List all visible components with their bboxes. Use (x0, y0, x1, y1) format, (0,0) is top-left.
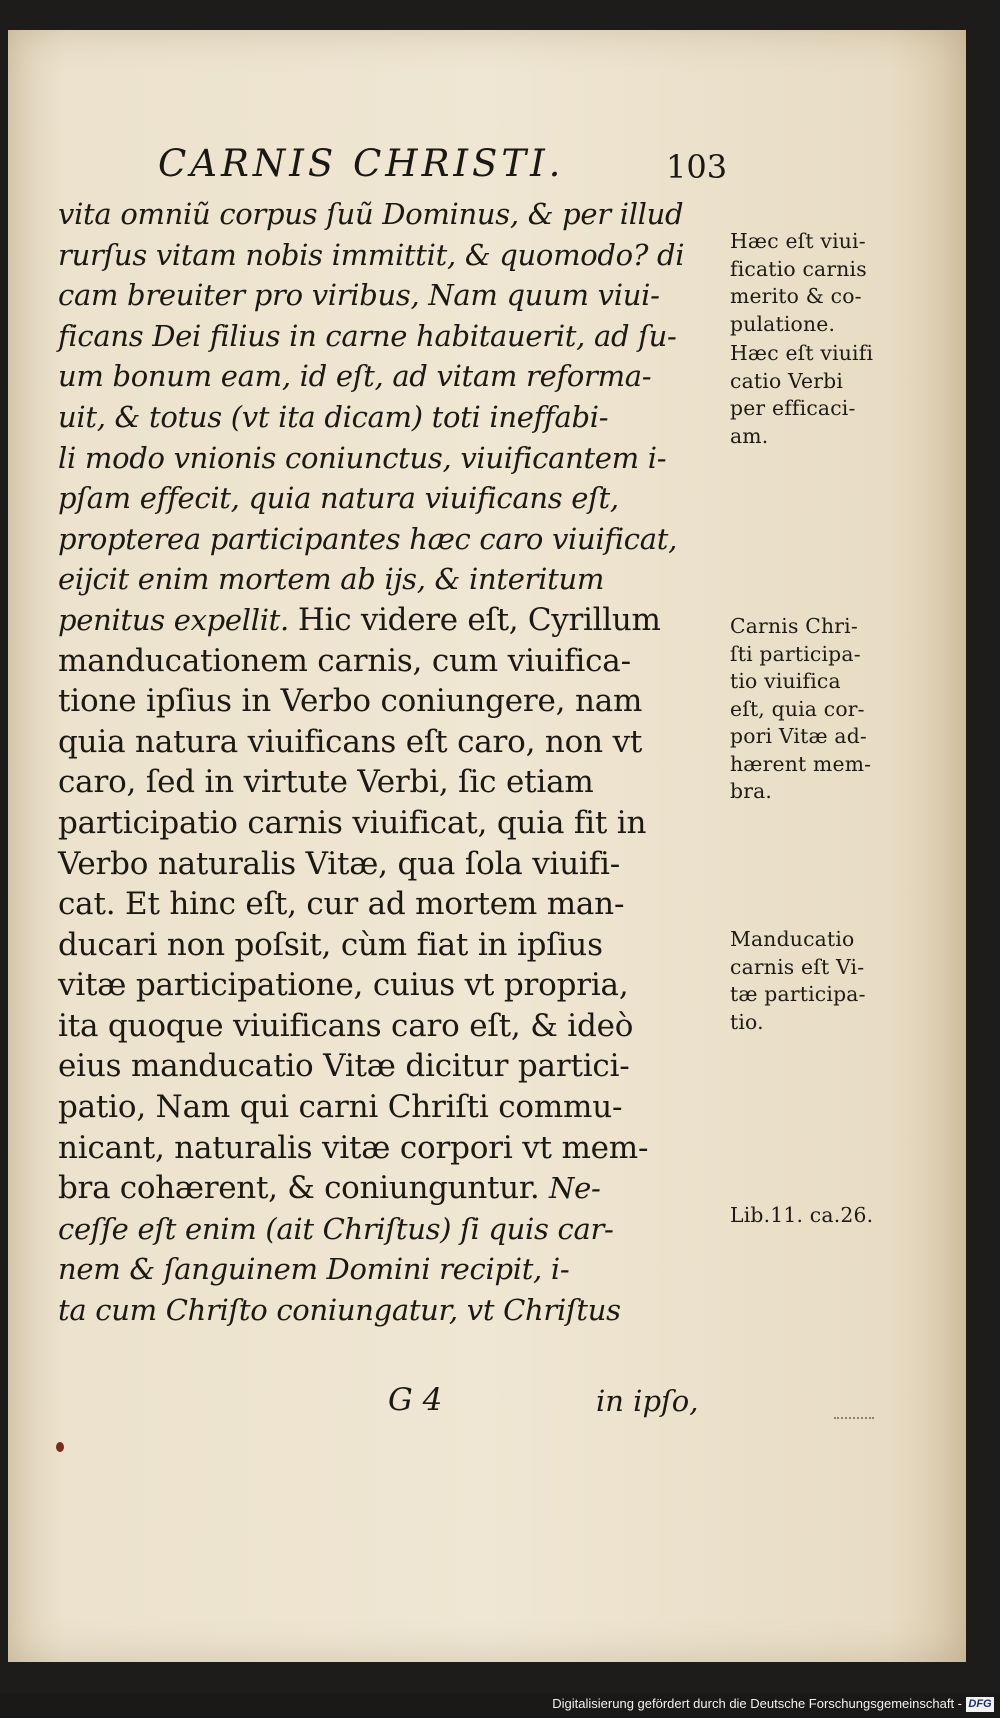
funding-note: Digitalisierung gefördert durch die Deutsche Forschungsgemeinschaft - (552, 1696, 962, 1711)
text-segment: ita quoque viuificans caro eſt, & ideò (58, 1007, 634, 1044)
text-segment: um bonum eam, id eſt, ad vitam reforma- (58, 359, 652, 394)
text-line (58, 1006, 738, 1047)
text-segment: penitus expellit. (58, 602, 298, 637)
dfg-logo: DFG (966, 1697, 994, 1712)
marginal-note-line: Lib.11. ca.26. (730, 1203, 874, 1227)
text-line (58, 397, 738, 438)
text-line (58, 803, 738, 844)
running-head: CARNIS CHRISTI. (158, 142, 565, 185)
text-line (58, 478, 738, 519)
marginal-note-line: tio. (730, 1009, 764, 1034)
text-line (58, 1209, 738, 1250)
ink-blot (56, 1442, 64, 1452)
text-segment: cat. Et hinc eſt, cur ad mortem man- (58, 886, 625, 923)
text-segment: vita omniũ corpus ſuũ Dominus, & per illud (58, 197, 684, 231)
marginal-note-line: merito & co- (730, 284, 862, 308)
marginal-note-line: carnis eſt Vi- (730, 954, 865, 979)
text-line (58, 235, 738, 276)
marginal-note-line: tio viuifica (730, 669, 841, 693)
text-segment: manducationem carnis, cum viuifica- (58, 642, 631, 679)
signature-mark: G 4 (388, 1382, 443, 1418)
text-line (58, 722, 738, 763)
text-line (58, 1249, 738, 1290)
catchword: in ipſo, (596, 1384, 699, 1418)
marginal-note (730, 613, 960, 806)
text-line (58, 438, 738, 479)
page-foot (58, 1382, 738, 1432)
page-number: 103 (666, 148, 728, 186)
text-line (58, 965, 738, 1006)
marginal-note-line: tæ participa- (730, 982, 866, 1006)
text-segment: patio, Nam qui carni Chriſti commu- (58, 1089, 623, 1126)
text-segment: bra cohærent, & coniunguntur. (58, 1170, 550, 1207)
text-segment: nem & ſanguinem Domini recipit, i- (58, 1252, 570, 1287)
text-line (58, 884, 738, 925)
marginal-note-line: Carnis Chri- (730, 614, 858, 638)
text-segment: Ne- (549, 1171, 601, 1206)
marginal-note-line: per efficaci- (730, 396, 856, 420)
marginal-note-line: Hæc eſt viui- (730, 229, 866, 253)
marginal-note (730, 1202, 960, 1230)
marginal-note (730, 926, 960, 1036)
text-line (58, 1087, 738, 1128)
text-segment: li modo vnionis coniunctus, viuificantem i- (58, 440, 667, 475)
text-segment: rurſus vitam nobis immittit, & quomodo? di (58, 237, 685, 272)
text-line (58, 641, 738, 682)
marginal-note-line: Hæc eſt viuifi (730, 341, 874, 365)
text-line (58, 681, 738, 722)
marginal-note-line: catio Verbi (730, 368, 844, 393)
text-line (58, 194, 738, 235)
text-segment: tione ipſius in Verbo coniungere, nam (58, 683, 643, 720)
marginal-note-line: hærent mem- (730, 751, 872, 776)
marginal-note-line: bra. (730, 779, 773, 803)
text-segment: eijcit enim mortem ab ijs, & interitum (58, 562, 605, 597)
text-segment: participatio carnis viuificat, quia fit in (58, 804, 647, 841)
text-line (58, 1128, 738, 1169)
text-line (58, 356, 738, 397)
marginal-note-line: Manducatio (730, 927, 855, 951)
text-segment: ceſſe eſt enim (ait Chriſtus) ſi quis car- (58, 1211, 614, 1246)
marginal-note-line: eſt, quia cor- (730, 696, 865, 721)
text-line (58, 762, 738, 803)
text-line (58, 519, 738, 560)
text-line (58, 600, 738, 641)
marginal-note-line: am. (730, 423, 769, 448)
text-segment: nicant, naturalis vitæ corpori vt mem- (58, 1129, 649, 1166)
text-segment: ficans Dei filius in carne habitauerit, ad ſu- (58, 318, 677, 353)
text-line (58, 1168, 738, 1209)
text-segment: Verbo naturalis Vitæ, qua ſola viuifi- (58, 845, 620, 882)
text-segment: quia natura viuificans eſt caro, non vt (58, 723, 643, 760)
text-segment: pſam effecit, quia natura viuificans eſt, (58, 481, 619, 516)
text-line (58, 316, 738, 357)
marginal-note (730, 340, 960, 450)
marginal-note-line: pori Vitæ ad- (730, 724, 867, 748)
text-segment: ta cum Chriſto coniungatur, vt Chriſtus (58, 1293, 621, 1328)
text-line (58, 1290, 738, 1331)
text-line (58, 275, 738, 316)
book-page (8, 30, 966, 1662)
marginal-note (730, 228, 960, 338)
text-segment: caro, ſed in virtute Verbi, ſic etiam (58, 764, 594, 801)
text-segment: uit, & totus (vt ita dicam) toti ineffabi- (58, 399, 609, 434)
text-segment: eius manducatio Vitæ dicitur partici- (58, 1048, 630, 1085)
text-line (58, 925, 738, 966)
text-segment: propterea participantes hæc caro viuificat, (58, 521, 677, 556)
marginal-note-line: ficatio carnis (730, 256, 867, 281)
marginal-note-line: pulatione. (730, 311, 836, 336)
text-line (58, 1046, 738, 1087)
main-text-block (58, 194, 738, 1331)
ink-smudge (834, 1417, 874, 1423)
text-segment: Hic videre eſt, Cyrillum (297, 601, 661, 638)
text-segment: vitæ participatione, cuius vt propria, (58, 967, 629, 1004)
marginal-note-line: ſti participa- (730, 641, 861, 666)
text-line (58, 844, 738, 885)
digitization-footer (0, 1693, 1000, 1718)
text-segment: cam breuiter pro viribus, Nam quum viui- (58, 278, 660, 313)
text-segment: ducari non poſsit, cùm fiat in ipſius (58, 926, 603, 963)
text-line (58, 559, 738, 600)
